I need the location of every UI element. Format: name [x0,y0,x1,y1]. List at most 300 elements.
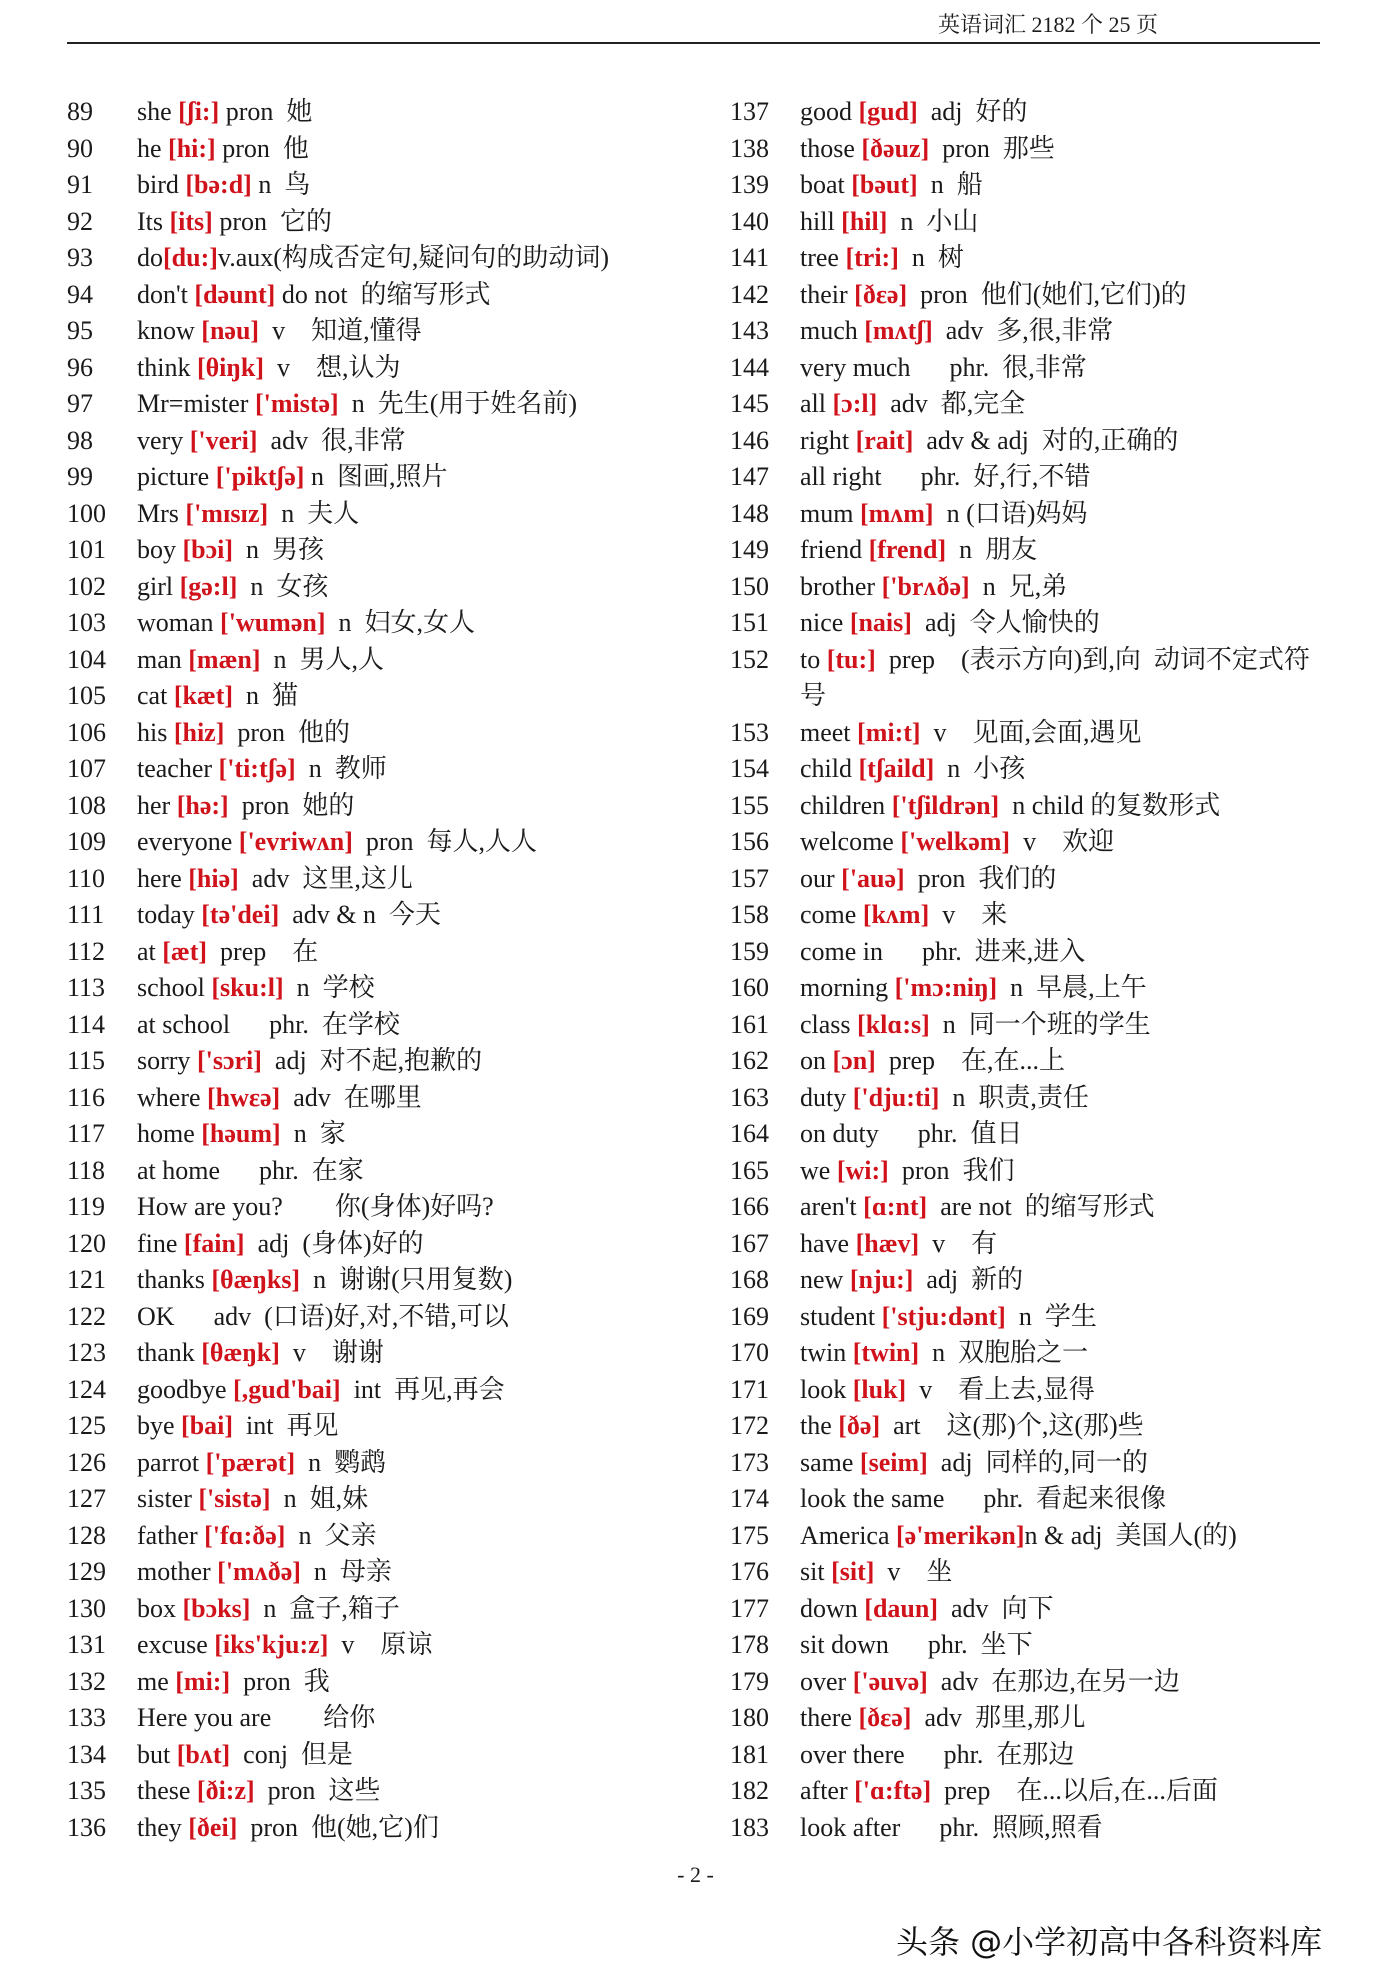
entry-phonetic: [mi:] [175,1666,231,1696]
vocab-entry [730,715,1330,752]
entry-phonetic: [tʃaild] [858,754,935,783]
entry-body [800,1299,1097,1336]
vocab-entry [67,496,667,533]
vocab-entry [730,386,1330,423]
entry-word: on duty [800,1119,879,1148]
entry-phonetic: [ðei] [188,1812,238,1842]
entry-body [800,1043,1065,1080]
vocab-entry [67,861,667,898]
entry-definition: prep (表示方向)到,向 动词不定式符号 [800,644,1310,710]
entry-number: 92 [67,206,93,236]
entry-word: all [800,389,833,418]
entry-number: 116 [67,1082,106,1112]
entry-definition: n 父亲 [285,1520,377,1550]
entry-definition: pron 每人,人人 [352,827,538,856]
entry-definition: prep 在,在...上 [875,1046,1066,1075]
entry-phonetic: ['sɔri] [196,1046,262,1075]
entry-word: where [137,1082,208,1112]
entry-body [800,1627,1033,1664]
entry-number: 112 [67,936,106,966]
entry-word: student [800,1301,882,1331]
entry-word: much [800,316,865,345]
entry-definition: pron 那些 [929,133,1055,163]
entry-number: 118 [67,1155,106,1185]
vocab-entry [67,715,667,752]
entry-definition: n 朋友 [946,535,1038,564]
entry-number: 90 [67,133,93,163]
entry-definition: n 学生 [1005,1301,1097,1331]
entry-word: very much [800,352,911,382]
entry-word: sit down [800,1630,889,1659]
entry-definition: int 再见 [233,1411,339,1440]
entry-word: she [137,97,179,126]
vocab-entry [730,1518,1330,1555]
entry-phonetic: ['mɪsɪz] [185,498,269,528]
entry-phonetic: ['welkəm] [900,827,1011,856]
entry-definition: v 坐 [874,1557,953,1586]
entry-body [137,1226,424,1263]
entry-number: 165 [730,1155,769,1185]
vocab-entry [730,496,1330,533]
entry-number: 137 [730,97,769,126]
entry-number: 128 [67,1520,106,1550]
entry-definition: v 看上去,显得 [906,1374,1095,1404]
entry-phonetic: [twin] [852,1338,920,1367]
entry-word: he [137,133,169,163]
vocab-entry [730,1627,1330,1664]
entry-body [137,386,577,423]
vocab-entry [67,1554,667,1591]
entry-phonetic: [hæv] [855,1228,920,1258]
entry-definition: n 同一个班的学生 [929,1009,1151,1039]
entry-body [137,204,332,241]
entry-phonetic: [æt] [162,936,208,966]
entry-body [800,1116,1022,1153]
vocab-entry [67,751,667,788]
entry-word: right [800,425,856,455]
entry-body [800,1007,1151,1044]
vocab-entry [67,386,667,423]
entry-word: look the same [800,1484,945,1513]
entry-number: 161 [730,1009,769,1039]
vocab-entry [67,1226,667,1263]
entry-body [137,934,318,971]
entry-phonetic: ['fɑ:ðə] [204,1520,286,1550]
entry-phonetic: ['brʌðə] [881,571,970,601]
entry-phonetic: [ə'merikən] [896,1520,1025,1550]
entry-body [800,94,1028,131]
entry-word: think [137,352,197,382]
vocab-entry [730,1554,1330,1591]
entry-word: at school [137,1009,231,1039]
page-number: - 2 - [677,1862,714,1887]
entry-body [137,1299,509,1336]
entry-number: 131 [67,1630,106,1659]
vocab-entry [730,277,1330,314]
entry-number: 149 [730,535,769,564]
entry-definition: v 知道,懂得 [259,316,422,345]
entry-body [137,240,609,277]
entry-phonetic: [θæŋks] [211,1265,301,1294]
entry-number: 95 [67,316,93,345]
entry-definition: phr. 在家 [220,1155,364,1185]
entry-word: our [800,863,842,893]
entry-definition: v.aux(构成否定句,疑问句的助动词) [217,243,610,272]
vocab-entry [730,788,1330,825]
vocab-entry [730,1299,1330,1336]
entry-phonetic: [tu:] [826,644,876,674]
entry-word: OK [137,1301,175,1331]
vocab-entry [730,1445,1330,1482]
entry-body [137,751,387,788]
entry-body [137,1445,386,1482]
vocab-entry [67,569,667,606]
vocab-entry [67,204,667,241]
entry-phonetic: [ðə] [838,1411,881,1440]
entry-phonetic: [tri:] [845,243,899,272]
entry-number: 157 [730,863,769,893]
entry-number: 135 [67,1776,106,1805]
entry-definition: n 夫人 [268,498,360,528]
entry-definition: conj 但是 [230,1739,353,1769]
vocab-entry [67,934,667,971]
entry-body [137,897,441,934]
entry-definition: n & adj 美国人(的) [1024,1520,1237,1550]
entry-number: 174 [730,1484,769,1513]
vocab-entry [730,605,1330,642]
entry-word: down [800,1593,865,1623]
entry-word: these [137,1776,197,1805]
entry-body [137,1627,432,1664]
entry-definition: pron 这些 [254,1776,381,1805]
entry-definition: n 妇女,女人 [325,608,475,637]
entry-definition: phr. 看起来很像 [944,1484,1167,1513]
entry-body [137,459,447,496]
entry-phonetic: [hwεə] [207,1082,281,1112]
entry-definition: adv 这里,这儿 [238,863,413,893]
entry-definition: n (口语)妈妈 [933,498,1088,528]
entry-number: 143 [730,316,769,345]
entry-phonetic: [ði:z] [196,1776,255,1805]
entry-phonetic: [gə:l] [179,571,238,601]
entry-number: 136 [67,1812,106,1842]
vocab-entry [730,1335,1330,1372]
entry-word: child [800,754,859,783]
entry-phonetic: [rait] [855,425,914,455]
entry-number: 132 [67,1666,106,1696]
entry-definition: n 图画,照片 [304,462,448,491]
vocab-entry [67,1737,667,1774]
entry-word: How are you? [137,1192,283,1221]
vocab-entry [67,1700,667,1737]
watermark: 头条 @小学初高中各科资料库 [896,1923,1323,1961]
entry-phonetic: [sku:l] [211,973,284,1002]
entry-phonetic: [mi:t] [857,717,921,747]
entry-definition: n 母亲 [300,1557,392,1586]
vocab-entry [67,1080,667,1117]
entry-word: parrot [137,1447,206,1477]
entry-phonetic: ['wumən] [220,608,326,637]
entry-word: bye [137,1411,182,1440]
entry-number: 115 [67,1046,106,1075]
entry-word: they [137,1812,189,1842]
entry-word: after [800,1776,855,1805]
entry-number: 138 [730,133,769,163]
entry-definition: n 盒子,箱子 [250,1593,400,1623]
entry-word: Mr=mister [137,389,255,418]
entry-definition: adj 同样的,同一的 [927,1447,1149,1477]
entry-phonetic: [kʌm] [862,900,930,929]
entry-body [137,1007,400,1044]
entry-word: goodbye [137,1374,234,1404]
entry-definition: v 见面,会面,遇见 [920,717,1142,747]
entry-phonetic: [ðəuz] [861,133,930,163]
vocab-entry [730,240,1330,277]
entry-body [137,605,475,642]
entry-word: very [137,425,190,455]
entry-number: 147 [730,462,769,491]
entry-word: new [800,1265,850,1294]
entry-word: girl [137,571,180,601]
entry-phonetic: [kæt] [173,681,234,710]
entry-body [800,496,1087,533]
entry-number: 122 [67,1301,106,1331]
entry-word: here [137,863,189,893]
entry-definition: phr. 照顾,照看 [900,1812,1103,1842]
entry-body [800,1518,1237,1555]
vocab-entry [730,569,1330,606]
entry-number: 93 [67,243,93,272]
entry-number: 127 [67,1484,106,1513]
entry-body [800,240,964,277]
entry-number: 171 [730,1374,769,1404]
entry-word: duty [800,1082,853,1112]
vocab-entry [67,1408,667,1445]
entry-word: those [800,133,862,163]
entry-phonetic: ['auə] [841,863,905,893]
entry-definition: n 猫 [233,681,299,710]
entry-word: everyone [137,827,239,856]
entry-body [800,1481,1166,1518]
entry-phonetic: [mæn] [188,644,261,674]
entry-number: 107 [67,754,106,783]
entry-word: brother [800,571,882,601]
entry-phonetic: ['evriwʌn] [238,827,353,856]
vocab-entry [67,1627,667,1664]
entry-phonetic: [θæŋk] [201,1338,280,1367]
entry-phonetic: [ɑ:nt] [863,1192,928,1221]
entry-number: 98 [67,425,93,455]
entry-word: man [137,644,189,674]
entry-word: we [800,1155,837,1185]
entry-number: 101 [67,535,106,564]
entry-body [137,824,537,861]
entry-definition: prep 在...以后,在...后面 [931,1776,1218,1805]
vocab-entry [67,240,667,277]
entry-body [800,897,1007,934]
entry-definition: pron 他 [215,133,309,163]
entry-definition: adv 很,非常 [257,425,406,455]
entry-number: 151 [730,608,769,637]
entry-body [137,313,422,350]
entry-definition: pron 他们(她们,它们)的 [907,279,1187,309]
entry-word: their [800,279,855,309]
entry-number: 105 [67,681,106,710]
entry-word: sister [137,1484,199,1513]
entry-body [137,1700,375,1737]
entry-phonetic: [bai] [181,1411,234,1440]
entry-phonetic: [mʌm] [859,498,934,528]
entry-number: 129 [67,1557,106,1586]
entry-phonetic: [bəut] [851,170,918,199]
entry-definition: n 树 [898,243,964,272]
entry-body [800,824,1114,861]
entry-word: same [800,1447,860,1477]
vocab-entry [730,861,1330,898]
entry-number: 182 [730,1776,769,1805]
entry-body [800,970,1147,1007]
entry-phonetic: ['pærət] [205,1447,296,1477]
entry-phonetic: ['stju:dənt] [881,1301,1006,1331]
entry-phonetic: [nais] [849,608,912,637]
entry-phonetic: [bə:d] [185,170,252,199]
entry-body [137,1372,505,1409]
entry-number: 110 [67,863,106,893]
entry-phonetic: [mʌtʃ] [864,316,933,345]
entry-definition: adj 新的 [913,1265,1024,1294]
entry-word: at home [137,1155,221,1185]
entry-body [800,642,1330,715]
entry-word: come [800,900,863,929]
entry-definition: phr. 在那边 [904,1739,1075,1769]
vocab-entry [730,1043,1330,1080]
entry-definition: adj (身体)好的 [244,1228,424,1258]
entry-number: 167 [730,1228,769,1258]
entry-body [800,1445,1148,1482]
entry-number: 89 [67,97,93,126]
entry-body [800,204,978,241]
vocab-entry [67,1445,667,1482]
entry-number: 120 [67,1228,106,1258]
entry-phonetic: ['mɔ:niŋ] [894,973,998,1002]
entry-body [800,350,1087,387]
entry-word: do [137,243,163,272]
entry-word: good [800,97,859,126]
entry-number: 142 [730,279,769,309]
vocab-entry [730,204,1330,241]
entry-word: Here you are [137,1703,272,1732]
entry-phonetic: [sit] [831,1557,875,1586]
entry-definition: n 姐,妹 [270,1484,369,1513]
vocab-entry [730,1481,1330,1518]
entry-word: friend [800,535,869,564]
entry-number: 125 [67,1411,106,1440]
vocab-entry [67,423,667,460]
entry-word: school [137,973,212,1002]
entry-body [800,1664,1180,1701]
vocab-entry [730,1408,1330,1445]
entry-body [800,167,983,204]
entry-number: 126 [67,1447,106,1477]
entry-number: 130 [67,1593,106,1623]
entry-definition: n child 的复数形式 [999,790,1221,820]
entry-word: Mrs [137,498,186,528]
vocab-entry [67,94,667,131]
vocab-entry [730,897,1330,934]
entry-word: today [137,900,202,929]
vocab-entry [67,1262,667,1299]
vocab-entry [730,751,1330,788]
vocab-entry [730,1262,1330,1299]
entry-word: all right [800,462,882,491]
entry-word: on [800,1046,833,1075]
entry-number: 166 [730,1192,769,1221]
entry-number: 94 [67,279,93,309]
entry-phonetic: [nju:] [849,1265,914,1294]
entry-word: there [800,1703,859,1732]
entry-definition: pron 她 [219,97,313,126]
vocab-entry [67,970,667,1007]
entry-body [800,1372,1095,1409]
vocab-entry [67,167,667,204]
entry-body [800,131,1055,168]
entry-definition: pron 他(她,它)们 [237,1812,439,1842]
entry-number: 99 [67,462,93,491]
entry-definition: n 鸟 [251,170,311,199]
entry-body [137,277,491,314]
entry-definition: n 小孩 [934,754,1026,783]
entry-phonetic: [ðεə] [858,1703,912,1732]
entry-phonetic: [its] [169,206,213,236]
entry-word: at [137,936,163,966]
entry-phonetic: [θiŋk] [196,352,264,382]
entry-definition: phr. 好,行,不错 [881,462,1091,491]
vocab-entry [730,167,1330,204]
vocab-entry [730,1153,1330,1190]
entry-word: nice [800,608,850,637]
entry-word: know [137,316,202,345]
entry-word: box [137,1593,183,1623]
vocab-entry [730,131,1330,168]
entry-word: come in [800,936,884,966]
entry-definition: adv 都,完全 [877,389,1026,418]
entry-definition: adv 那里,那儿 [911,1703,1086,1732]
vocab-entry [67,1372,667,1409]
entry-body [800,386,1025,423]
entry-number: 162 [730,1046,769,1075]
entry-number: 170 [730,1338,769,1367]
entry-definition: pron 我们 [888,1155,1015,1185]
entry-body [137,94,312,131]
entry-word: teacher [137,754,219,783]
entry-body [137,423,406,460]
vocab-entry [67,1299,667,1336]
entry-definition: adv (口语)好,对,不错,可以 [174,1301,509,1331]
entry-definition: adj 对不起,抱歉的 [261,1046,483,1075]
entry-body [800,1189,1155,1226]
entry-phonetic: [hiz] [173,717,225,747]
entry-definition: n 双胞胎之一 [919,1338,1089,1367]
entry-number: 104 [67,644,106,674]
entry-phonetic: ['ɑ:ftə] [854,1776,932,1805]
entry-body [800,605,1100,642]
entry-number: 145 [730,389,769,418]
entry-number: 155 [730,790,769,820]
vocab-entry [67,459,667,496]
vocab-entry [730,1737,1330,1774]
entry-phonetic: [,gud'bai] [233,1374,341,1404]
entry-number: 121 [67,1265,106,1294]
